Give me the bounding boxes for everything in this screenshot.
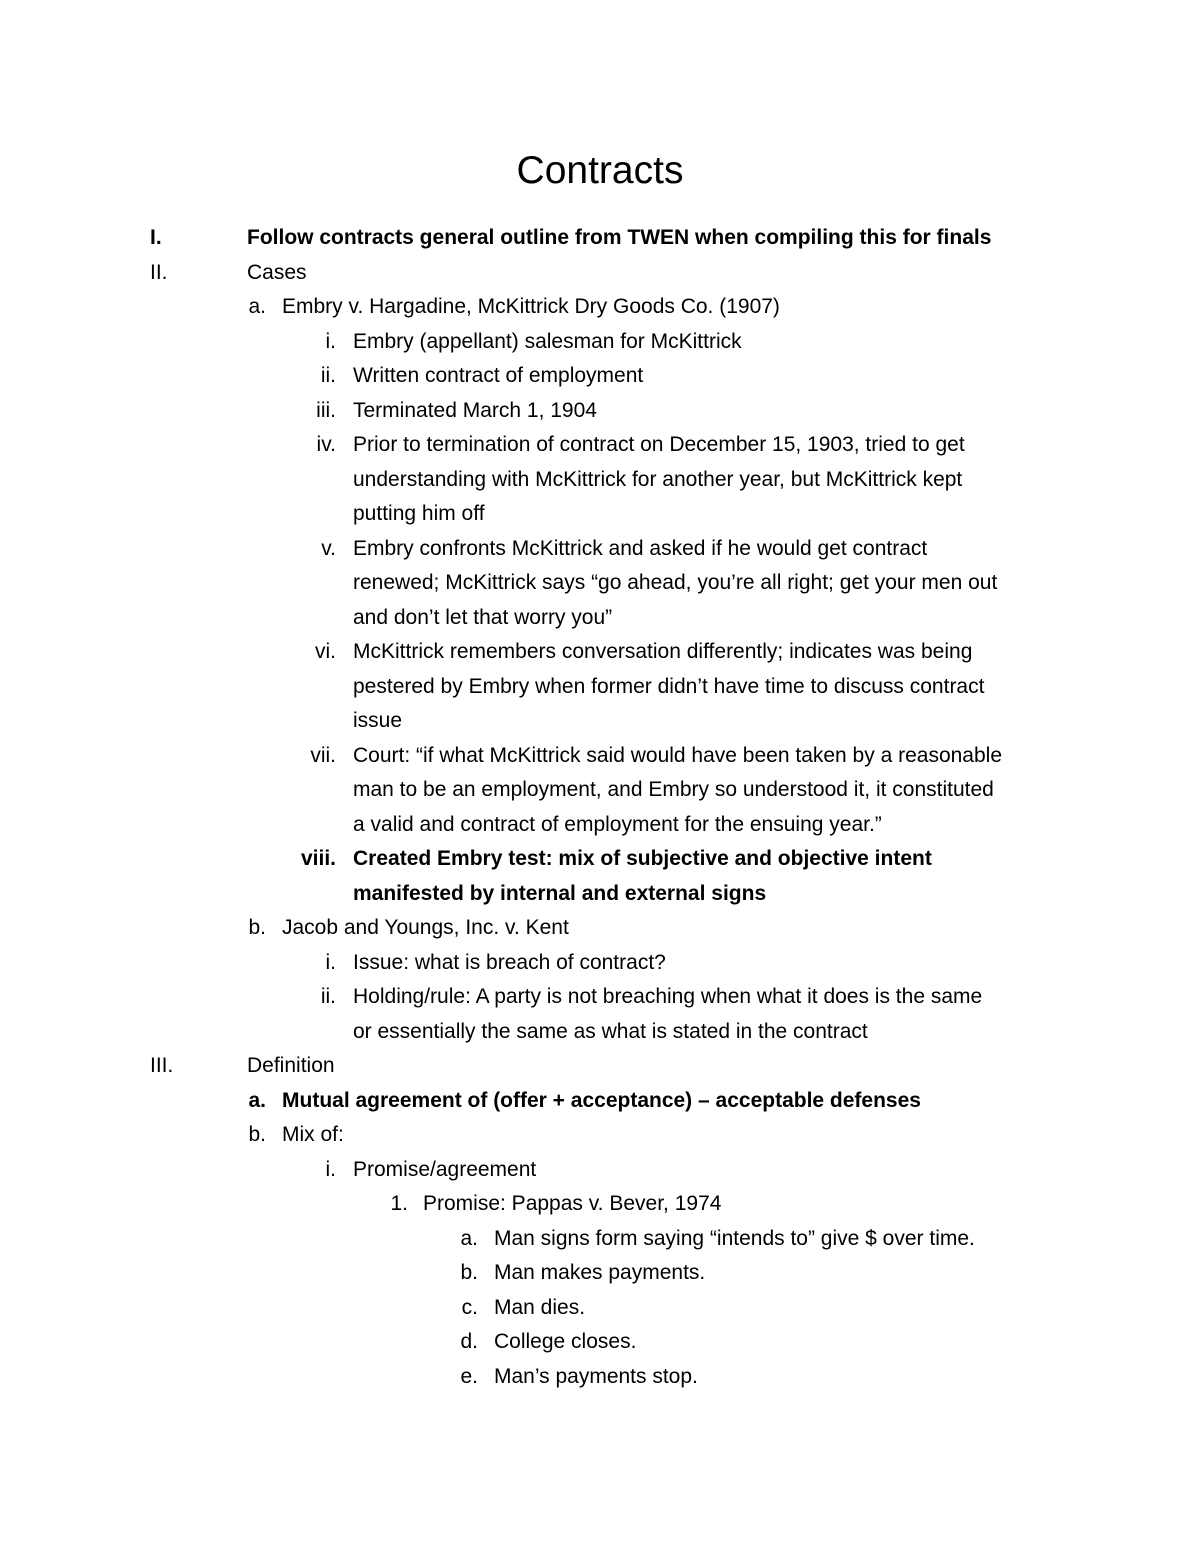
outline-marker: ii. <box>320 364 336 387</box>
outline-item <box>0 1222 1200 1257</box>
outline-text: pestered by Embry when former didn’t have time to discuss contract <box>353 674 985 698</box>
outline-text: Promise: Pappas v. Bever, 1974 <box>423 1192 722 1215</box>
outline-item <box>0 601 1200 636</box>
outline-item <box>0 1187 1200 1222</box>
outline-marker: v. <box>321 536 336 560</box>
outline-text: Embry (appellant) salesman for McKittrick <box>353 329 742 353</box>
outline-text: renewed; McKittrick says “go ahead, you’re all right; get your men out <box>353 571 998 594</box>
outline-marker: i. <box>325 950 336 974</box>
outline-text: Issue: what is breach of contract? <box>353 950 666 974</box>
outline-item <box>0 290 1200 325</box>
outline-item <box>0 566 1200 601</box>
outline-item <box>0 497 1200 532</box>
outline-text: Mutual agreement of (offer + acceptance) – acceptable defenses <box>282 1088 921 1112</box>
outline-item <box>0 1118 1200 1153</box>
outline-marker: III. <box>150 1054 174 1077</box>
outline-text: and don’t let that worry you” <box>353 605 613 629</box>
outline-item <box>0 877 1200 912</box>
outline-item <box>0 1360 1200 1395</box>
outline-marker: vi. <box>315 640 336 663</box>
outline-marker: II. <box>150 260 168 284</box>
outline-marker: iv. <box>316 433 336 456</box>
outline-list <box>0 221 1200 1394</box>
outline-item <box>0 635 1200 670</box>
outline-text: Follow contracts general outline from TWEN when compiling this for finals <box>247 226 992 249</box>
outline-text: Definition <box>247 1054 335 1077</box>
outline-item <box>0 946 1200 981</box>
outline-text: Embry v. Hargadine, McKittrick Dry Goods Co. (1907) <box>282 295 780 318</box>
outline-item <box>0 911 1200 946</box>
outline-marker: viii. <box>300 847 336 870</box>
outline-item <box>0 359 1200 394</box>
outline-item <box>0 980 1200 1015</box>
outline-text: Prior to termination of contract on December 15, 1903, tried to get <box>353 433 965 456</box>
outline-marker: b. <box>248 916 266 939</box>
outline-marker: a. <box>248 1088 266 1112</box>
outline-item <box>0 256 1200 291</box>
outline-text: issue <box>353 709 403 732</box>
outline-marker: vii. <box>310 743 336 767</box>
outline-item <box>0 532 1200 567</box>
outline-text: putting him off <box>353 502 485 525</box>
outline-text: understanding with McKittrick for another year, but McKittrick kept <box>353 467 963 491</box>
outline-marker: a. <box>248 295 266 318</box>
outline-item <box>0 463 1200 498</box>
outline-text: or essentially the same as what is stated in the contract <box>353 1019 868 1043</box>
outline-text: McKittrick remembers conversation differently; indicates was being <box>353 640 973 663</box>
outline-marker: b. <box>248 1123 266 1146</box>
outline-item <box>0 1325 1200 1360</box>
outline-marker: e. <box>460 1364 478 1388</box>
outline-text: Man makes payments. <box>494 1261 706 1284</box>
outline-item <box>0 808 1200 843</box>
outline-text: Man’s payments stop. <box>494 1364 698 1388</box>
outline-item <box>0 704 1200 739</box>
outline-text: Jacob and Youngs, Inc. v. Kent <box>282 916 569 939</box>
outline-item <box>0 1049 1200 1084</box>
outline-text: man to be an employment, and Embry so understood it, it constituted <box>353 778 994 801</box>
outline-text: Terminated March 1, 1904 <box>353 398 597 422</box>
outline-item <box>0 1015 1200 1050</box>
document-title: Contracts <box>516 149 684 192</box>
outline-item <box>0 842 1200 877</box>
outline-text: Man signs form saying “intends to” give $ over time. <box>494 1226 975 1250</box>
outline-item <box>0 739 1200 774</box>
outline-marker: c. <box>461 1295 478 1319</box>
outline-item <box>0 325 1200 360</box>
outline-text: Promise/agreement <box>353 1157 537 1181</box>
outline-marker: a. <box>460 1226 478 1250</box>
outline-text: Cases <box>247 260 307 284</box>
outline-item <box>0 1291 1200 1326</box>
outline-item <box>0 1084 1200 1119</box>
outline-text: Written contract of employment <box>353 364 644 387</box>
outline-text: manifested by internal and external signs <box>353 881 767 905</box>
outline-text: Mix of: <box>282 1123 344 1146</box>
outline-item <box>0 221 1200 256</box>
outline-item <box>0 773 1200 808</box>
outline-text: Court: “if what McKittrick said would have been taken by a reasonable <box>353 743 1003 767</box>
outline-text: a valid and contract of employment for the ensuing year.” <box>353 812 882 836</box>
outline-marker: i. <box>325 329 336 353</box>
outline-text: Man dies. <box>494 1295 586 1319</box>
outline-marker: d. <box>460 1330 478 1353</box>
outline-text: Created Embry test: mix of subjective and objective intent <box>353 847 932 870</box>
outline-marker: ii. <box>320 985 336 1008</box>
outline-marker: 1. <box>390 1192 408 1215</box>
outline-item <box>0 428 1200 463</box>
outline-marker: b. <box>460 1261 478 1284</box>
outline-item <box>0 670 1200 705</box>
outline-item <box>0 394 1200 429</box>
outline-text: College closes. <box>494 1330 637 1353</box>
outline-text: Holding/rule: A party is not breaching when what it does is the same <box>353 985 983 1008</box>
outline-item <box>0 1153 1200 1188</box>
outline-marker: i. <box>325 1157 336 1181</box>
outline-item <box>0 1256 1200 1291</box>
outline-text: Embry confronts McKittrick and asked if he would get contract <box>353 536 928 560</box>
outline-marker: I. <box>150 226 162 249</box>
outline-marker: iii. <box>316 398 336 422</box>
